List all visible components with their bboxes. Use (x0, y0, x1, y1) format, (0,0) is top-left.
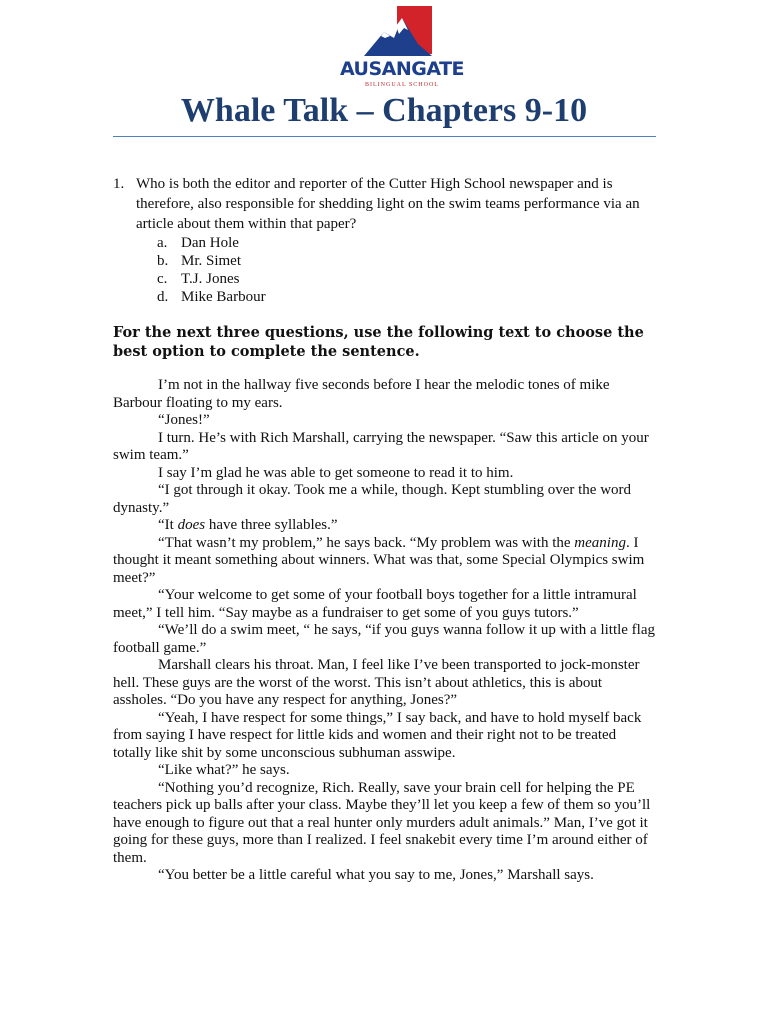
question-1 (113, 174, 658, 306)
passage-text: have three syllables.” (205, 517, 338, 533)
option-text: Mike Barbour (181, 289, 266, 305)
passage-paragraph: “We’ll do a swim meet, “ he says, “if you guys wanna follow it up with a little flag football game.” (113, 622, 656, 656)
emphasized-word: meaning (574, 534, 626, 551)
option-a (157, 234, 658, 252)
title-divider (113, 136, 656, 137)
option-d (157, 288, 658, 306)
question-text: Who is both the editor and reporter of the Cutter High School newspaper and is therefore, also responsible for shedding light on the swim teams performance via an article about them within that paper? (136, 176, 640, 232)
emphasized-word: does (177, 517, 206, 533)
passage-text: “It (158, 517, 178, 533)
document-title: Whale Talk – Chapters 9-10 (180, 92, 588, 129)
option-letter: a. (157, 235, 168, 251)
passage-text: . I thought it meant something about winners. What was that, some Special Olympics swim meet?” (113, 534, 645, 586)
option-letter: d. (157, 289, 169, 305)
passage-paragraph (113, 535, 655, 588)
passage-paragraph: “You better be a little careful what you say to me, Jones,” Marshall says. (158, 867, 594, 883)
logo-subtitle: BILINGUAL SCHOOL (365, 82, 439, 88)
option-text: Mr. Simet (181, 253, 242, 269)
answer-options (157, 234, 658, 306)
option-c (157, 270, 658, 288)
option-text: T.J. Jones (181, 271, 240, 287)
question-number: 1. (113, 176, 125, 192)
logo-name: AUSANGATE (339, 58, 465, 80)
passage-paragraph: “Jones!” (158, 412, 210, 428)
passage-paragraph (113, 517, 655, 535)
passage-paragraph: I say I’m glad he was able to get someone to read it to him. (158, 464, 514, 481)
passage-paragraph: I’m not in the hallway five seconds before I hear the melodic tones of mike Barbour floating to my ears. (113, 377, 610, 411)
passage-paragraph: “Yeah, I have respect for some things,” I say back, and have to hold myself back from saying I have respect for little kids and women and their right not to be treated totally like shit by some unconscious subhuman asswipe. (113, 709, 642, 761)
option-letter: b. (157, 253, 169, 269)
option-text: Dan Hole (181, 235, 239, 251)
passage-paragraph: “Your welcome to get some of your football boys together for a little intramural meet,” I tell him. “Say maybe as a fundraiser to get some of you guys tutors.” (113, 587, 637, 621)
reading-passage (113, 377, 655, 885)
passage-paragraph: “Nothing you’d recognize, Rich. Really, save your brain cell for helping the PE teachers pick up balls after your class. Maybe they’ll let you keep a few of them so you’ll have enough to figure out that a real hunter only murders adult animals.” Man, I’ve got it going for these guys, more than I realized. I feel snakebit every time I’m around either of them. (113, 779, 651, 866)
passage-paragraph: “Like what?” he says. (158, 762, 290, 778)
passage-paragraph: “I got through it okay. Took me a while, though. Kept stumbling over the word dynasty.” (113, 482, 632, 516)
passage-text: “That wasn’t my problem,” he says back. “My problem was with the (158, 534, 575, 551)
section-instruction: For the next three questions, use the following text to choose the best option to complete the sentence. (113, 324, 644, 360)
mountain-logo-icon (338, 4, 466, 64)
option-letter: c. (157, 271, 168, 287)
option-b (157, 252, 658, 270)
passage-paragraph: Marshall clears his throat. Man, I feel like I’ve been transported to jock-monster hell. These guys are the worst of the worst. This isn’t about athletics, this is about assholes. “Do you have any respect for anything, Jones?” (113, 657, 640, 708)
passage-paragraph: I turn. He’s with Rich Marshall, carrying the newspaper. “Saw this article on your swim team.” (113, 429, 649, 463)
school-logo (338, 4, 466, 90)
